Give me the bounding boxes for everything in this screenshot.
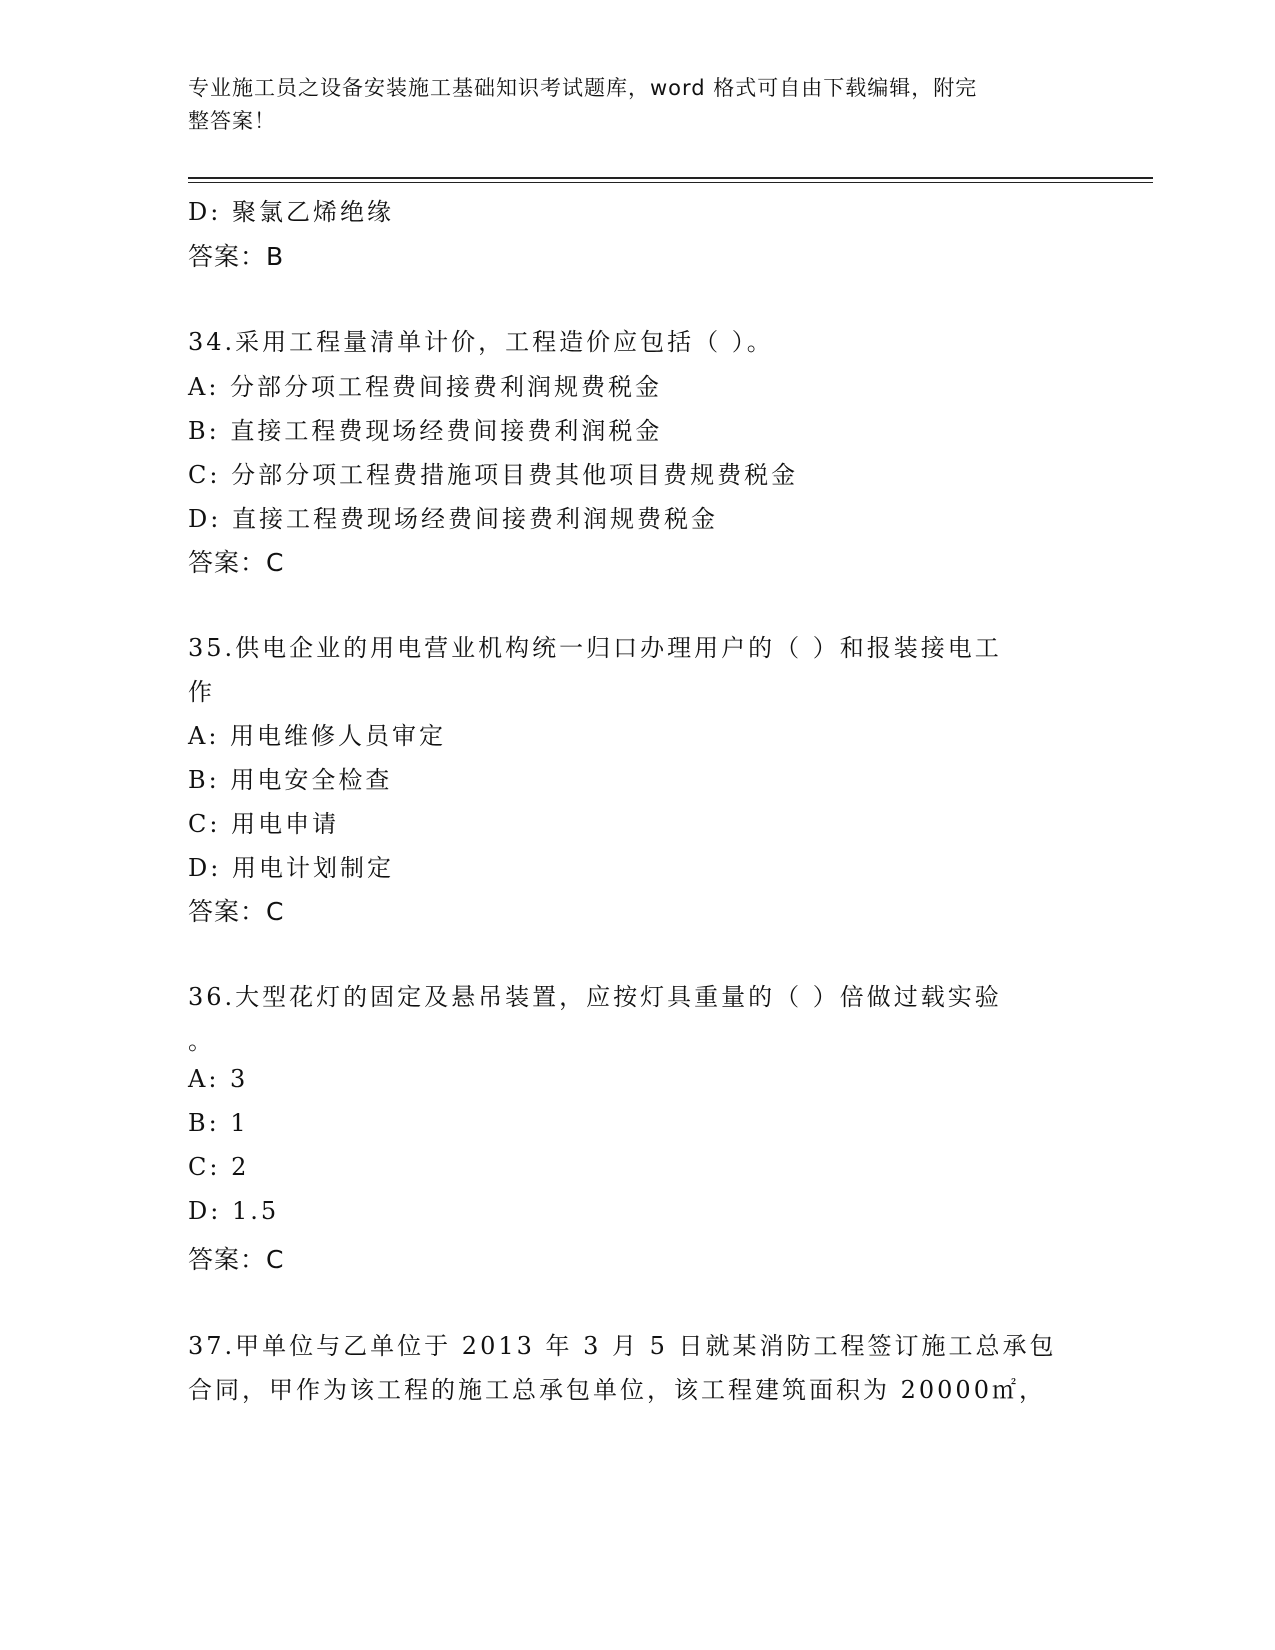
header-divider-thick [188,177,1153,179]
q36-stem-line-2: 。 [188,1027,215,1055]
q36-option-b: B: 1 [188,1109,249,1137]
q34-option-b: B: 直接工程费现场经费间接费利润税金 [188,417,663,445]
q36-option-c: C: 2 [188,1153,250,1181]
q34-answer: 答案：C [188,548,285,577]
q34-option-c: C: 分部分项工程费措施项目费其他项目费规费税金 [188,461,799,489]
q35-option-b: B: 用电安全检查 [188,766,393,794]
q35-answer: 答案：C [188,897,285,926]
q35-stem-line-1: 35.供电企业的用电营业机构统一归口办理用户的（ ）和报装接电工 [188,634,1002,662]
q35-option-d: D: 用电计划制定 [188,854,394,882]
q36-option-d: D: 1.5 [188,1197,280,1225]
header-line-2: 整答案！ [188,109,276,133]
q37-stem-line-2: 合同，甲作为该工程的施工总承包单位，该工程建筑面积为 20000㎡， [188,1376,1046,1404]
q34-option-d: D: 直接工程费现场经费间接费利润规费税金 [188,505,718,533]
header-line-1: 专业施工员之设备安装施工基础知识考试题库，word 格式可自由下载编辑，附完 [188,76,978,100]
q35-option-a: A: 用电维修人员审定 [188,722,447,750]
q34-option-a: A: 分部分项工程费间接费利润规费税金 [188,373,663,401]
q36-option-a: A: 3 [188,1065,249,1093]
header-divider-thin [188,182,1153,183]
q33-answer: 答案：B [188,242,285,271]
q37-stem-line-1: 37.甲单位与乙单位于 2013 年 3 月 5 日就某消防工程签订施工总承包 [188,1332,1057,1360]
q33-option-d: D: 聚氯乙烯绝缘 [188,198,394,226]
q36-answer: 答案：C [188,1245,285,1274]
document-header [188,72,1068,138]
q35-stem-line-2: 作 [188,678,215,706]
q36-stem-line-1: 36.大型花灯的固定及悬吊装置，应按灯具重量的（ ）倍做过载实验 [188,983,1002,1011]
q34-stem: 34.采用工程量清单计价，工程造价应包括（ ）。 [188,328,774,356]
q35-option-c: C: 用电申请 [188,810,340,838]
